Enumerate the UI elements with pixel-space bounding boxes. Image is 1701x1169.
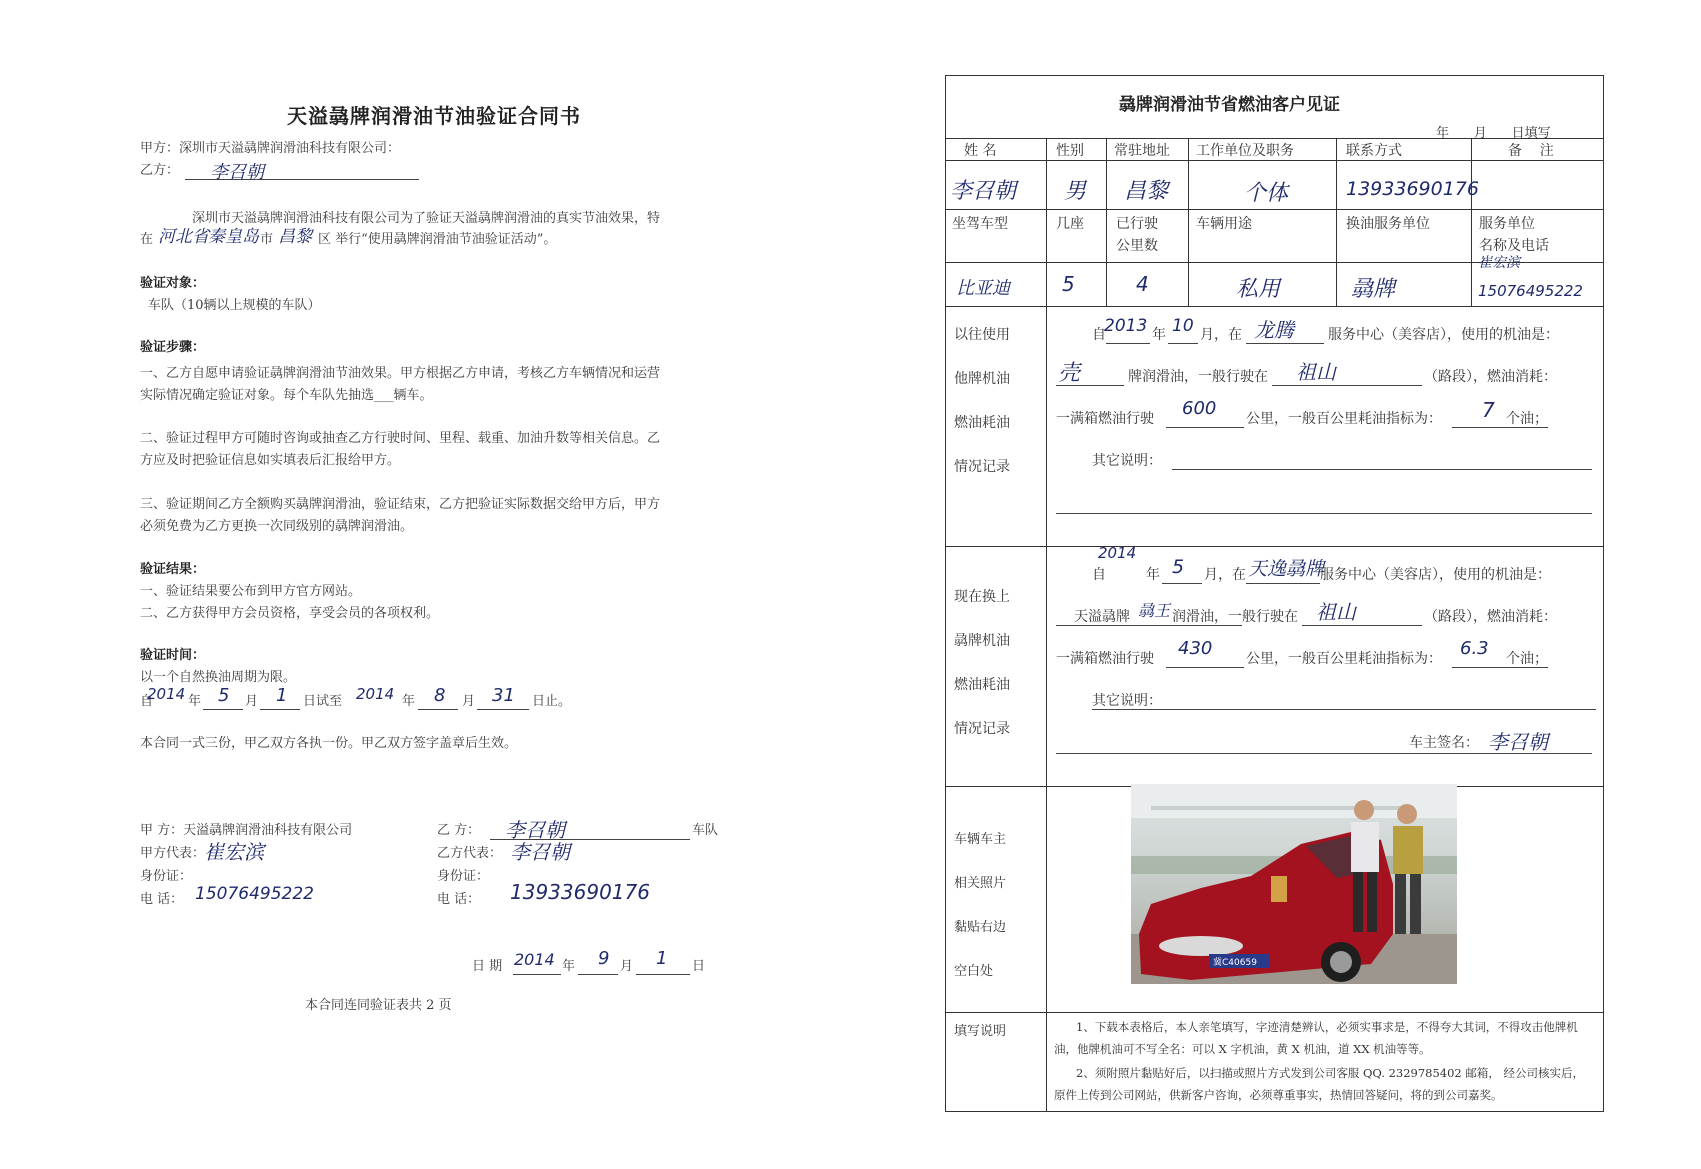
notes-1: 1、下载本表格后，本人亲笔填写，字迹清楚辨认，必须实事求是，不得夸大其词，不得攻击他牌机油，他牌机油可不写全名：可以 X 字机油，黄 X 机油，道 XX 机油等等。 [1054, 1020, 1578, 1056]
sign-a-rep-signature: 崔宏滨 [204, 840, 264, 864]
customer-testimonial-form [945, 75, 1604, 1112]
time-day-1: 1 [276, 685, 288, 706]
past-yue-at: 月，在 [1200, 327, 1242, 343]
sign-a-tel: 15076495222 [195, 884, 314, 904]
sign-b-party-label: 乙 方： [437, 823, 481, 838]
header-service: 换油服务单位 [1346, 216, 1430, 232]
header-seats: 几座 [1056, 216, 1084, 232]
now-brand: 骉王 [1138, 601, 1171, 620]
header-work: 工作单位及职务 [1196, 143, 1294, 159]
header-mileage-1: 已行驶 [1116, 216, 1158, 232]
vehicle-seats: 5 [1062, 272, 1075, 296]
header-remarks: 备 注 [1508, 143, 1554, 159]
result-1: 一、验证结果要公布到甲方官方网站。 [140, 584, 362, 599]
now-brand-text: 润滑油，一般行驶在 [1172, 609, 1298, 625]
sign-b-rep-signature: 李召朝 [510, 840, 570, 864]
now-yue-at: 月，在 [1204, 567, 1246, 583]
time-from: 自 [140, 694, 154, 709]
now-consume-unit: 个油； [1506, 651, 1548, 667]
vehicle-service: 骉牌 [1351, 277, 1396, 302]
service-unit-phone: 15076495222 [1478, 282, 1583, 300]
past-label-3: 燃油耗油 [954, 415, 1010, 431]
now-road: 祖山 [1316, 600, 1356, 624]
past-label-2: 他牌机油 [954, 371, 1010, 387]
date-yue: 月 [620, 959, 634, 974]
sign-b-tel-label: 电 话： [437, 892, 481, 907]
form-title: 骉牌润滑油节省燃油客户见证 [1119, 95, 1340, 115]
customer-name: 李召朝 [950, 179, 1017, 204]
time-nian-1: 年 [188, 694, 202, 709]
past-label-1: 以往使用 [954, 327, 1010, 343]
object-text: 车队（10辆以上规模的车队） [148, 298, 321, 313]
intro-district-hw: 昌黎 [278, 227, 312, 247]
now-other: 其它说明： [1092, 693, 1162, 709]
now-label-1: 现在换上 [954, 589, 1010, 605]
intro-province-hw: 河北省 [158, 227, 209, 247]
customer-gender: 男 [1064, 179, 1087, 204]
past-tank-prefix: 一满箱燃油行驶 [1056, 411, 1154, 427]
past-month: 10 [1172, 316, 1194, 336]
party-a-line: 甲方：深圳市天溢骉牌润滑油科技有限公司： [140, 141, 401, 156]
now-brand-prefix: 天溢骉牌 [1074, 609, 1130, 625]
header-address: 常驻地址 [1114, 143, 1170, 159]
date-ri: 日 [692, 959, 706, 974]
now-tank-prefix: 一满箱燃油行驶 [1056, 651, 1154, 667]
time-yue-2: 月 [462, 694, 476, 709]
past-nian: 年 [1152, 327, 1166, 343]
notes-label: 填写说明 [954, 1024, 1007, 1039]
vehicle-model: 比亚迪 [956, 278, 1010, 299]
past-tank-unit: 公里，一般百公里耗油指标为： [1246, 411, 1442, 427]
past-road: 祖山 [1296, 360, 1336, 384]
step3-line1: 三、验证期间乙方全额购买骉牌润滑油，验证结束，乙方把验证实际数据交给甲方后，甲方 [140, 497, 661, 512]
past-label-4: 情况记录 [954, 459, 1010, 475]
date-day: 1 [656, 948, 668, 969]
now-label-3: 燃油耗油 [954, 677, 1010, 693]
owner-signature: 李召朝 [1488, 730, 1548, 754]
header-mileage-2: 公里数 [1116, 238, 1158, 254]
past-from: 自 [1092, 327, 1106, 343]
customer-work: 个体 [1244, 181, 1289, 206]
intro-line-1: 深圳市天溢骉牌润滑油科技有限公司为了验证天溢骉牌润滑油的真实节油效果，特 [192, 211, 661, 226]
header-service-unit-2: 名称及电话 [1479, 238, 1549, 254]
sign-b-rep-label: 乙方代表： [437, 846, 503, 861]
now-month: 5 [1172, 556, 1185, 578]
header-contact: 联系方式 [1346, 143, 1402, 159]
result-heading: 验证结果： [140, 562, 206, 577]
now-year: 2014 [1098, 544, 1137, 562]
now-center: 天逸骉牌 [1248, 558, 1325, 580]
past-year: 2013 [1104, 316, 1148, 336]
intro-line-2-prefix: 在 [140, 232, 154, 247]
sign-b-party-signature: 李召朝 [505, 818, 565, 842]
notes-2: 2、须附照片黏贴好后，以扫描或照片方式发到公司客服 QQ. 2329785402 邮箱， 经公司核实后，原件上传到公司网站，供新客户咨询，必须尊重事实，热情回答疑问，将的到公司嘉奖。 [1054, 1066, 1585, 1102]
step1-line2: 实际情况确定验证对象。每个车队先抽选___辆车。 [140, 388, 433, 403]
contract-title: 天溢骉牌润滑油节油验证合同书 [287, 104, 581, 128]
license-plate: 冀C40659 [1213, 958, 1257, 968]
sign-b-id-label: 身份证： [437, 869, 490, 884]
red-car-image [1131, 784, 1457, 984]
past-center-text: 服务中心（美容店），使用的机油是： [1328, 327, 1559, 343]
now-nian: 年 [1146, 567, 1160, 583]
photo-label-2: 相关照片 [954, 876, 1007, 891]
step3-line2: 必须免费为乙方更换一次同级别的骉牌润滑油。 [140, 519, 414, 534]
header-car-model: 坐驾车型 [952, 216, 1008, 232]
intro-city-label: 市 [260, 232, 274, 247]
intro-city-hw: 秦皇岛 [208, 227, 259, 247]
time-heading: 验证时间： [140, 648, 206, 663]
header-service-unit-1: 服务单位 [1479, 216, 1535, 232]
vehicle-mileage: 4 [1136, 272, 1149, 296]
photo-label-1: 车辆车主 [954, 832, 1007, 847]
owner-sign-label: 车主签名： [1409, 735, 1479, 751]
sign-a-party: 甲 方：天溢骉牌润滑油科技有限公司 [140, 823, 353, 838]
steps-heading: 验证步骤： [140, 340, 206, 355]
time-year-1: 2014 [147, 685, 186, 703]
date-label: 日 期 [472, 959, 503, 974]
past-other: 其它说明： [1092, 453, 1162, 469]
fill-date: 年 月 日填写 [1436, 126, 1551, 141]
photo-label-4: 空白处 [954, 964, 994, 979]
time-year-2: 2014 [356, 685, 395, 703]
party-b-label: 乙方： [140, 163, 180, 178]
object-heading: 验证对象： [140, 276, 206, 291]
sign-a-id-label: 身份证： [140, 869, 193, 884]
time-ri-to: 日试至 [303, 694, 343, 709]
copies-text: 本合同一式三份，甲乙双方各执一份。甲乙双方签字盖章后生效。 [140, 736, 518, 751]
result-2: 二、乙方获得甲方会员资格，享受会员的各项权利。 [140, 606, 440, 621]
now-consume: 6.3 [1460, 638, 1489, 659]
past-consume-unit: 个油； [1506, 411, 1548, 427]
past-brand: 壳 [1058, 361, 1081, 386]
now-road-text: （路段），燃油消耗： [1424, 609, 1557, 625]
customer-phone: 13933690176 [1346, 178, 1479, 200]
now-from: 自 [1092, 567, 1106, 583]
sign-a-tel-label: 电 话： [140, 892, 184, 907]
party-b-signature: 李召朝 [210, 162, 264, 183]
now-tank-km: 430 [1178, 638, 1213, 659]
now-label-2: 骉牌机油 [954, 633, 1010, 649]
step2-line2: 方应及时把验证信息如实填表后汇报给甲方。 [140, 453, 401, 468]
now-label-4: 情况记录 [954, 721, 1010, 737]
time-day-2: 31 [492, 685, 515, 706]
date-nian: 年 [562, 959, 576, 974]
now-center-text: 服务中心（美容店），使用的机油是： [1320, 567, 1551, 583]
step1-line1: 一、乙方自愿申请验证骉牌润滑油节油效果。甲方根据乙方申请，考核乙方车辆情况和运营 [140, 366, 661, 381]
sign-b-tel: 13933690176 [510, 880, 650, 904]
now-tank-unit: 公里，一般百公里耗油指标为： [1246, 651, 1442, 667]
past-road-text: （路段），燃油消耗： [1424, 369, 1557, 385]
time-month-1: 5 [218, 685, 230, 706]
time-yue-1: 月 [245, 694, 259, 709]
time-month-2: 8 [434, 685, 446, 706]
intro-line-2-suffix: 区 举行“使用骉牌润滑油节油验证活动”。 [318, 232, 557, 247]
header-usage: 车辆用途 [1196, 216, 1252, 232]
sign-b-suffix: 车队 [692, 823, 719, 838]
past-consume: 7 [1482, 398, 1495, 422]
contract-footer: 本合同连同验证表共 2 页 [305, 998, 452, 1013]
past-tank-km: 600 [1182, 398, 1217, 419]
header-gender: 性别 [1056, 143, 1084, 159]
sign-a-rep-label: 甲方代表： [140, 846, 206, 861]
vehicle-usage: 私用 [1236, 277, 1281, 302]
time-nian-2: 年 [402, 694, 416, 709]
car-owner-photo [1131, 784, 1457, 984]
customer-address: 昌黎 [1124, 179, 1169, 204]
date-month: 9 [598, 948, 610, 969]
past-brand-text: 牌润滑油，一般行驶在 [1128, 369, 1268, 385]
time-end: 日止。 [532, 694, 572, 709]
time-text: 以一个自然换油周期为限。 [140, 670, 297, 685]
past-center: 龙腾 [1254, 318, 1294, 342]
service-unit-name: 崔宏滨 [1478, 255, 1520, 271]
header-name: 姓 名 [964, 143, 997, 159]
step2-line1: 二、验证过程甲方可随时咨询或抽查乙方行驶时间、里程、载重、加油升数等相关信息。乙 [140, 431, 661, 446]
photo-label-3: 黏贴右边 [954, 920, 1007, 935]
date-year: 2014 [514, 950, 555, 969]
